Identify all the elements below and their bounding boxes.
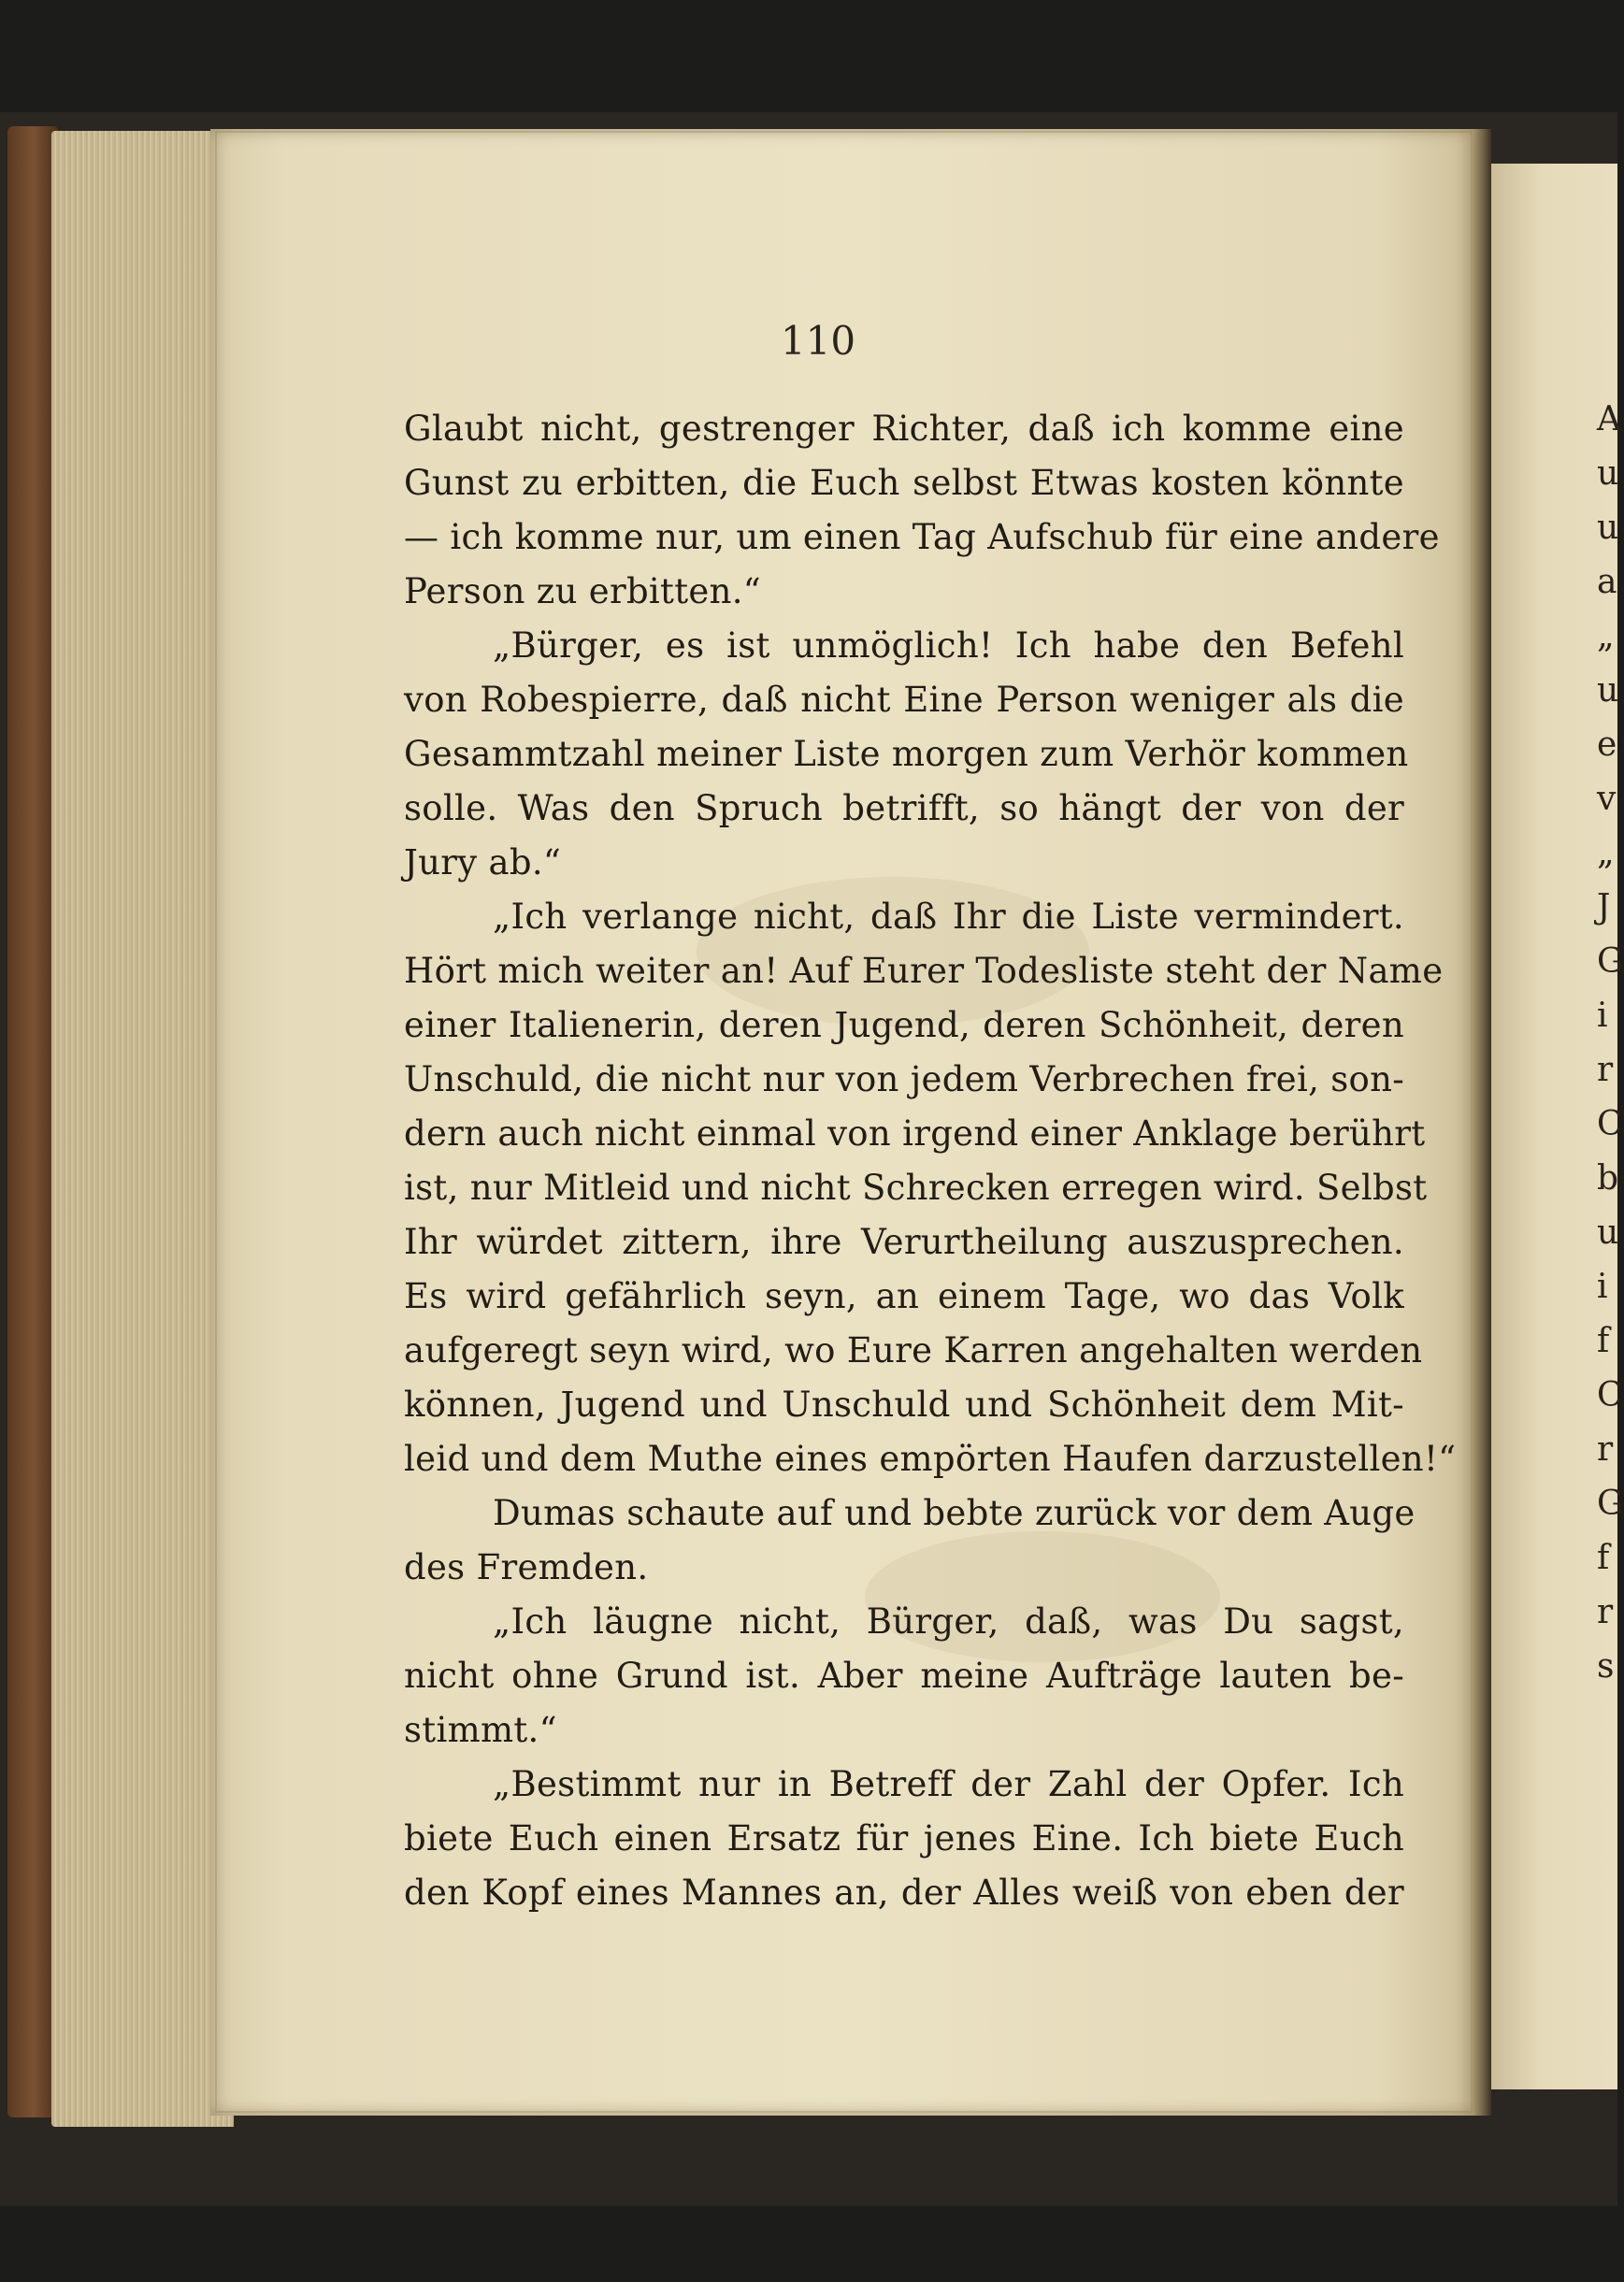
next-page-letter: f — [1597, 1539, 1610, 1577]
text-line: Glaubt nicht, gestrenger Richter, daß ich komme eine — [404, 409, 1404, 449]
next-page-letter: s — [1597, 1647, 1615, 1686]
text-line: „Bürger, es ist unmöglich! Ich habe den Befehl — [493, 625, 1404, 666]
next-page-letter: r — [1597, 1430, 1614, 1469]
next-page-letter: f — [1597, 1322, 1610, 1360]
next-page-letter: i — [1597, 1268, 1608, 1306]
next-page-letter: b — [1597, 1159, 1619, 1198]
next-page-letter: „ — [1597, 834, 1615, 872]
text-line: Dumas schaute auf und bebte zurück vor dem Auge — [493, 1493, 1416, 1533]
text-line: stimmt.“ — [404, 1710, 557, 1750]
next-page-letter: u — [1597, 509, 1619, 547]
text-line: einer Italienerin, deren Jugend, deren Schönheit, deren — [404, 1005, 1404, 1045]
text-line: des Fremden. — [404, 1547, 649, 1587]
next-page-letter: r — [1597, 1593, 1614, 1631]
text-line: Gesammtzahl meiner Liste morgen zum Verhör kommen — [404, 734, 1409, 774]
next-page-letter: u — [1597, 671, 1619, 710]
next-page-letter: A — [1597, 400, 1621, 438]
next-page-letter: v — [1597, 780, 1617, 818]
next-page-letter: G — [1597, 942, 1624, 981]
text-line: ist, nur Mitleid und nicht Schrecken erregen wird. Selbst — [404, 1168, 1428, 1208]
next-page-letter: u — [1597, 454, 1619, 493]
text-line: solle. Was den Spruch betrifft, so hängt der von der — [404, 788, 1404, 828]
next-page-letter: r — [1597, 1051, 1614, 1089]
text-line: dern auch nicht einmal von irgend einer Anklage berührt — [404, 1113, 1426, 1154]
text-line: den Kopf eines Mannes an, der Alles weiß von eben der — [404, 1873, 1404, 1913]
text-line: biete Euch einen Ersatz für jenes Eine. Ich biete Euch — [404, 1818, 1404, 1859]
text-line: Jury ab.“ — [404, 842, 562, 883]
text-line: von Robespierre, daß nicht Eine Person weniger als die — [404, 680, 1404, 720]
page-number: 110 — [780, 318, 856, 364]
next-page-letter: C — [1597, 1105, 1623, 1143]
text-line: „Ich läugne nicht, Bürger, daß, was Du sagst, — [493, 1601, 1404, 1642]
next-page-letter: e — [1597, 725, 1617, 764]
text-line: „Ich verlange nicht, daß Ihr die Liste vermindert. — [493, 897, 1404, 937]
text-line: Es wird gefährlich seyn, an einem Tage, wo das Volk — [404, 1276, 1404, 1316]
body-text — [404, 402, 1457, 1920]
next-page-letter: J — [1597, 888, 1611, 926]
next-page-letter: u — [1597, 1213, 1619, 1252]
next-page-letters — [1597, 393, 1624, 1888]
page-stack-edges — [51, 131, 234, 2127]
text-line: leid und dem Muthe eines empörten Haufen darzustellen!“ — [404, 1439, 1457, 1479]
text-line: können, Jugend und Unschuld und Schönheit dem Mit- — [404, 1385, 1404, 1425]
book-gutter — [1473, 129, 1491, 2116]
next-page-letter: C — [1597, 1376, 1623, 1414]
next-page-letter: i — [1597, 997, 1608, 1035]
next-page-letter: „ — [1597, 617, 1615, 655]
text-line: nicht ohne Grund ist. Aber meine Aufträge lauten be- — [404, 1656, 1404, 1696]
text-line: Hört mich weiter an! Auf Eurer Todesliste steht der Name — [404, 951, 1444, 991]
text-line: „Bestimmt nur in Betreff der Zahl der Opfer. Ich — [493, 1764, 1404, 1804]
text-line: Person zu erbitten.“ — [404, 571, 761, 611]
next-page-letter: G — [1597, 1485, 1624, 1523]
text-line: aufgeregt seyn wird, wo Eure Karren angehalten werden — [404, 1330, 1423, 1371]
text-line: Gunst zu erbitten, die Euch selbst Etwas kosten könnte — [404, 463, 1404, 503]
next-page-letter: a — [1597, 563, 1617, 601]
text-line: Ihr würdet zittern, ihre Verurtheilung auszusprechen. — [404, 1222, 1404, 1262]
text-line: Unschuld, die nicht nur von jedem Verbrechen frei, son- — [404, 1059, 1405, 1099]
text-line: — ich komme nur, um einen Tag Aufschub für eine andere — [404, 517, 1440, 557]
